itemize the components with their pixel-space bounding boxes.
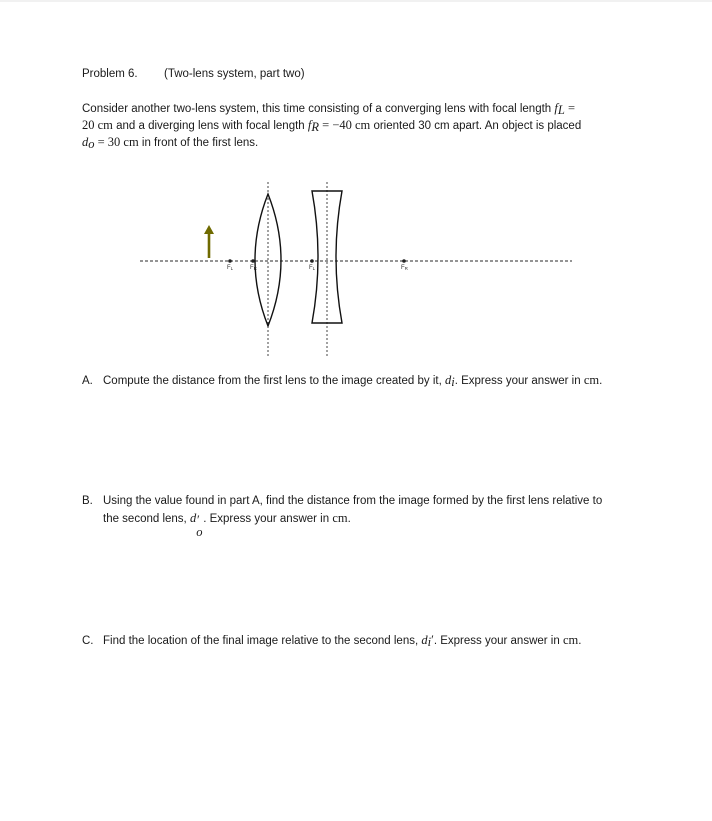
converging-lens [255, 194, 281, 326]
math-symbol: d [189, 511, 197, 525]
intro-text: oriented 30 cm apart. An object is placed [370, 120, 582, 132]
question-text: . Express your answer in [433, 635, 563, 647]
math-symbol: d [444, 373, 452, 387]
focal-point-FR1 [251, 259, 255, 263]
math-symbol: f [554, 101, 558, 115]
intro-line-3 [82, 134, 258, 151]
problem-label: Problem 6. [82, 68, 138, 80]
math-symbol: f [307, 118, 312, 132]
question-b-line-1 [82, 493, 602, 509]
math-unit: cm [332, 511, 348, 525]
math-value: = 30 cm [94, 135, 139, 149]
problem-subtitle: (Two-lens system, part two) [164, 68, 305, 80]
intro-line-1 [82, 100, 575, 117]
question-letter: C. [82, 635, 94, 647]
question-c [82, 632, 581, 649]
math-subscript: i [427, 635, 432, 649]
math-symbol: d [82, 135, 89, 149]
math-prime: ′ [431, 633, 434, 647]
math-subscript: o [88, 137, 95, 151]
question-text: Using the value found in part A, find the distance from the image formed by the first lens relative to [103, 495, 603, 507]
math-value: = −40 cm [319, 118, 371, 132]
math-subscript: i [451, 375, 455, 389]
intro-text: and a diverging lens with focal length [112, 120, 308, 132]
focal-point-FL1 [228, 259, 232, 263]
question-text: . [347, 513, 351, 525]
question-text: . [578, 635, 582, 647]
question-a [82, 372, 602, 389]
math-subscript: R [311, 120, 320, 134]
question-text: . Express your answer in [203, 513, 333, 525]
intro-text: in front of the first lens. [138, 137, 259, 149]
math-subscript: L [557, 103, 565, 117]
page-top-edge [0, 0, 712, 2]
math-value: 20 cm [82, 118, 113, 132]
question-text: Compute the distance from the first lens to the image created by it, [103, 375, 445, 387]
question-b-line-2: the second lens, d ′ o . Express your answer in cm. [103, 511, 351, 539]
intro-text: Consider another two-lens system, this time consisting of a converging lens with focal length [82, 103, 555, 115]
focal-label-FR2: FR [401, 265, 408, 271]
question-text: . Express your answer in [454, 375, 584, 387]
focal-point-FL2 [310, 259, 314, 263]
focal-label-FL1: FL [227, 265, 234, 271]
question-text: the second lens, [103, 513, 190, 525]
object-arrow-icon [204, 225, 214, 258]
math-symbol: d [421, 633, 428, 647]
focal-point-FR2 [402, 259, 406, 263]
math-operator: = [564, 101, 575, 115]
focal-label-FL2: FL [309, 265, 316, 271]
math-unit: cm [583, 373, 600, 387]
math-unit: cm [562, 633, 579, 647]
focal-label-FR1: FR [250, 265, 257, 271]
question-text: . [599, 375, 603, 387]
intro-line-2 [82, 117, 581, 134]
question-letter: A. [82, 375, 93, 387]
question-text: Find the location of the final image relative to the second lens, [103, 635, 422, 647]
problem-header [82, 66, 138, 82]
question-letter: B. [82, 495, 93, 507]
two-lens-diagram [136, 180, 576, 360]
